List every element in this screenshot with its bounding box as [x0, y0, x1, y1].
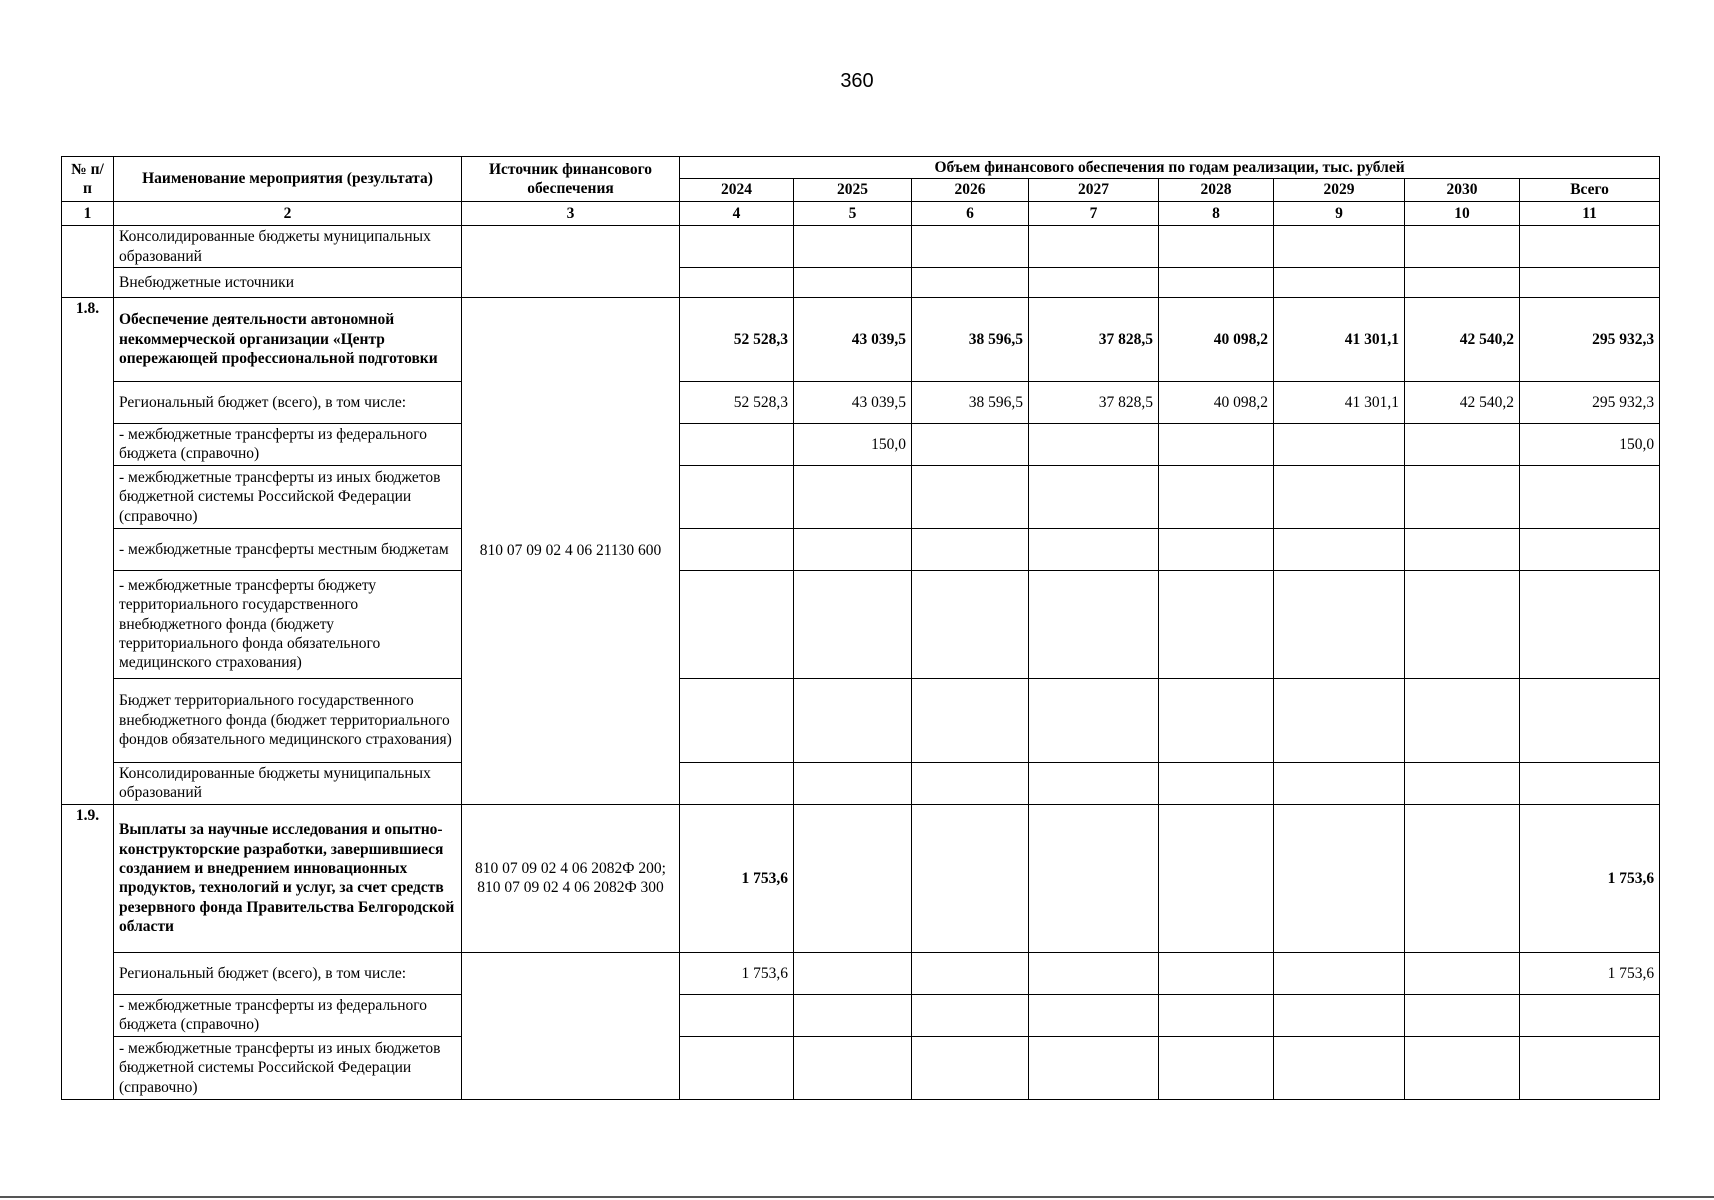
value-cell: 41 301,1 — [1274, 381, 1405, 423]
value-cell — [794, 1036, 912, 1099]
value-cell — [680, 267, 794, 297]
header-source: Источник финансового обеспечения — [462, 157, 680, 202]
header-year: 2024 — [680, 179, 794, 201]
value-cell: 40 098,2 — [1159, 381, 1274, 423]
value-cell — [794, 952, 912, 994]
value-cell — [1029, 762, 1159, 804]
value-cell — [1274, 762, 1405, 804]
value-cell — [794, 804, 912, 952]
column-number: 11 — [1520, 201, 1660, 225]
value-cell: 42 540,2 — [1405, 297, 1520, 381]
value-cell — [1405, 267, 1520, 297]
row-name: - межбюджетные трансферты из иных бюджетов бюджетной системы Российской Федерации (справочно) — [114, 1036, 462, 1099]
value-cell — [1520, 570, 1660, 678]
value-cell — [1159, 678, 1274, 762]
page-number: 360 — [840, 70, 874, 92]
column-number: 6 — [912, 201, 1029, 225]
value-cell — [1159, 267, 1274, 297]
value-cell: 1 753,6 — [1520, 952, 1660, 994]
column-number: 1 — [62, 201, 114, 225]
value-cell — [680, 994, 794, 1036]
value-cell — [1159, 528, 1274, 570]
value-cell — [1520, 465, 1660, 528]
value-cell — [1029, 423, 1159, 465]
value-cell — [1520, 226, 1660, 268]
value-cell — [1274, 423, 1405, 465]
value-cell — [912, 1036, 1029, 1099]
budget-table — [61, 156, 1660, 1100]
source-cell — [462, 952, 680, 1099]
value-cell: 150,0 — [1520, 423, 1660, 465]
source-cell: 810 07 09 02 4 06 2082Ф 200; 810 07 09 02 4 06 2082Ф 300 — [462, 804, 680, 952]
value-cell: 42 540,2 — [1405, 381, 1520, 423]
value-cell — [680, 1036, 794, 1099]
column-number: 5 — [794, 201, 912, 225]
row-name: Региональный бюджет (всего), в том числе: — [114, 381, 462, 423]
value-cell: 295 932,3 — [1520, 381, 1660, 423]
value-cell — [1405, 465, 1520, 528]
table-row — [62, 952, 1660, 994]
value-cell: 52 528,3 — [680, 297, 794, 381]
value-cell — [1029, 267, 1159, 297]
table-row — [62, 226, 1660, 268]
value-cell — [912, 226, 1029, 268]
column-number: 9 — [1274, 201, 1405, 225]
value-cell — [1029, 678, 1159, 762]
column-number: 7 — [1029, 201, 1159, 225]
value-cell — [1159, 762, 1274, 804]
value-cell — [912, 267, 1029, 297]
value-cell — [1159, 465, 1274, 528]
value-cell: 40 098,2 — [1159, 297, 1274, 381]
value-cell: 37 828,5 — [1029, 381, 1159, 423]
value-cell — [1520, 1036, 1660, 1099]
value-cell — [1274, 528, 1405, 570]
table-row — [62, 762, 1660, 804]
value-cell — [794, 762, 912, 804]
value-cell — [1405, 423, 1520, 465]
value-cell: 1 753,6 — [680, 804, 794, 952]
value-cell: 37 828,5 — [1029, 297, 1159, 381]
value-cell — [1029, 465, 1159, 528]
table-row — [62, 994, 1660, 1036]
value-cell — [680, 678, 794, 762]
value-cell — [912, 423, 1029, 465]
value-cell — [1520, 678, 1660, 762]
row-name: Консолидированные бюджеты муниципальных образований — [114, 226, 462, 268]
value-cell: 52 528,3 — [680, 381, 794, 423]
value-cell — [680, 570, 794, 678]
value-cell — [1274, 465, 1405, 528]
column-number: 3 — [462, 201, 680, 225]
value-cell: 1 753,6 — [680, 952, 794, 994]
value-cell — [1520, 994, 1660, 1036]
table-row — [62, 267, 1660, 297]
value-cell — [680, 465, 794, 528]
row-name: Региональный бюджет (всего), в том числе: — [114, 952, 462, 994]
column-number: 10 — [1405, 201, 1520, 225]
value-cell — [680, 226, 794, 268]
value-cell: 41 301,1 — [1274, 297, 1405, 381]
value-cell — [1274, 678, 1405, 762]
value-cell — [794, 678, 912, 762]
row-name: - межбюджетные трансферты из федерального бюджета (справочно) — [114, 423, 462, 465]
value-cell — [1029, 226, 1159, 268]
table-row — [62, 423, 1660, 465]
value-cell: 38 596,5 — [912, 381, 1029, 423]
value-cell — [1405, 226, 1520, 268]
value-cell: 43 039,5 — [794, 297, 912, 381]
value-cell — [1274, 994, 1405, 1036]
value-cell — [1274, 226, 1405, 268]
value-cell — [1405, 1036, 1520, 1099]
header-year: 2028 — [1159, 179, 1274, 201]
value-cell — [1159, 1036, 1274, 1099]
value-cell — [680, 762, 794, 804]
value-cell: 295 932,3 — [1520, 297, 1660, 381]
page-bottom-rule — [0, 1196, 1714, 1198]
value-cell — [1029, 570, 1159, 678]
column-number: 2 — [114, 201, 462, 225]
value-cell — [1520, 528, 1660, 570]
value-cell — [1405, 994, 1520, 1036]
header-year: 2025 — [794, 179, 912, 201]
table-row — [62, 1036, 1660, 1099]
header-name: Наименование мероприятия (результата) — [114, 157, 462, 202]
value-cell — [912, 570, 1029, 678]
value-cell — [1029, 952, 1159, 994]
header-num: № п/п — [62, 157, 114, 202]
row-name: - межбюджетные трансферты местным бюджетам — [114, 528, 462, 570]
header-year: 2030 — [1405, 179, 1520, 201]
num-cell — [62, 226, 114, 298]
value-cell — [794, 267, 912, 297]
header-volume: Объем финансового обеспечения по годам реализации, тыс. рублей — [680, 157, 1660, 179]
value-cell — [1405, 804, 1520, 952]
table-row — [62, 381, 1660, 423]
value-cell — [1274, 570, 1405, 678]
value-cell — [1159, 804, 1274, 952]
value-cell — [680, 528, 794, 570]
value-cell: 43 039,5 — [794, 381, 912, 423]
column-number: 8 — [1159, 201, 1274, 225]
value-cell — [794, 226, 912, 268]
table-row — [62, 804, 1660, 952]
value-cell — [1405, 570, 1520, 678]
row-name: - межбюджетные трансферты из федерального бюджета (справочно) — [114, 994, 462, 1036]
value-cell — [912, 804, 1029, 952]
value-cell — [1274, 952, 1405, 994]
item-number: 1.8. — [62, 297, 114, 804]
source-cell — [462, 226, 680, 298]
row-name: - межбюджетные трансферты из иных бюджетов бюджетной системы Российской Федерации (справочно) — [114, 465, 462, 528]
value-cell — [1029, 804, 1159, 952]
header-year: 2026 — [912, 179, 1029, 201]
value-cell — [680, 423, 794, 465]
table-row — [62, 465, 1660, 528]
row-name: Выплаты за научные исследования и опытно-конструкторские разработки, завершившиеся созданием и внедрением инновационных продуктов, технологий и услуг, за счет средств резервного фонда Правительства Белгородской области — [114, 804, 462, 952]
value-cell — [1520, 267, 1660, 297]
column-number: 4 — [680, 201, 794, 225]
value-cell — [1159, 994, 1274, 1036]
value-cell — [912, 762, 1029, 804]
value-cell — [1029, 528, 1159, 570]
value-cell — [794, 994, 912, 1036]
header-year: 2027 — [1029, 179, 1159, 201]
source-cell: 810 07 09 02 4 06 21130 600 — [462, 297, 680, 804]
row-name: Обеспечение деятельности автономной некоммерческой организации «Центр опережающей профессиональной подготовки — [114, 297, 462, 381]
value-cell — [912, 678, 1029, 762]
value-cell — [1159, 423, 1274, 465]
value-cell — [912, 528, 1029, 570]
row-name: - межбюджетные трансферты бюджету территориального государственного внебюджетного фонда (бюджету территориального фонда обязательного медицинского страхования) — [114, 570, 462, 678]
value-cell — [1029, 1036, 1159, 1099]
value-cell — [1159, 570, 1274, 678]
header-total: Всего — [1520, 179, 1660, 201]
header-year: 2029 — [1274, 179, 1405, 201]
row-name: Консолидированные бюджеты муниципальных образований — [114, 762, 462, 804]
value-cell: 150,0 — [794, 423, 912, 465]
value-cell — [1274, 267, 1405, 297]
value-cell — [1405, 678, 1520, 762]
value-cell: 1 753,6 — [1520, 804, 1660, 952]
value-cell — [1405, 762, 1520, 804]
value-cell — [1520, 762, 1660, 804]
value-cell — [912, 952, 1029, 994]
value-cell: 38 596,5 — [912, 297, 1029, 381]
table-row — [62, 570, 1660, 678]
value-cell — [794, 528, 912, 570]
value-cell — [1405, 952, 1520, 994]
value-cell — [1274, 804, 1405, 952]
value-cell — [794, 465, 912, 528]
value-cell — [794, 570, 912, 678]
value-cell — [1159, 226, 1274, 268]
table-row — [62, 297, 1660, 381]
value-cell — [1274, 1036, 1405, 1099]
table-row — [62, 678, 1660, 762]
row-name: Внебюджетные источники — [114, 267, 462, 297]
value-cell — [1159, 952, 1274, 994]
value-cell — [912, 465, 1029, 528]
item-number: 1.9. — [62, 804, 114, 1099]
value-cell — [1405, 528, 1520, 570]
table-row — [62, 528, 1660, 570]
row-name: Бюджет территориального государственного внебюджетного фонда (бюджет территориального фондов обязательного медицинского страхования) — [114, 678, 462, 762]
value-cell — [1029, 994, 1159, 1036]
value-cell — [912, 994, 1029, 1036]
